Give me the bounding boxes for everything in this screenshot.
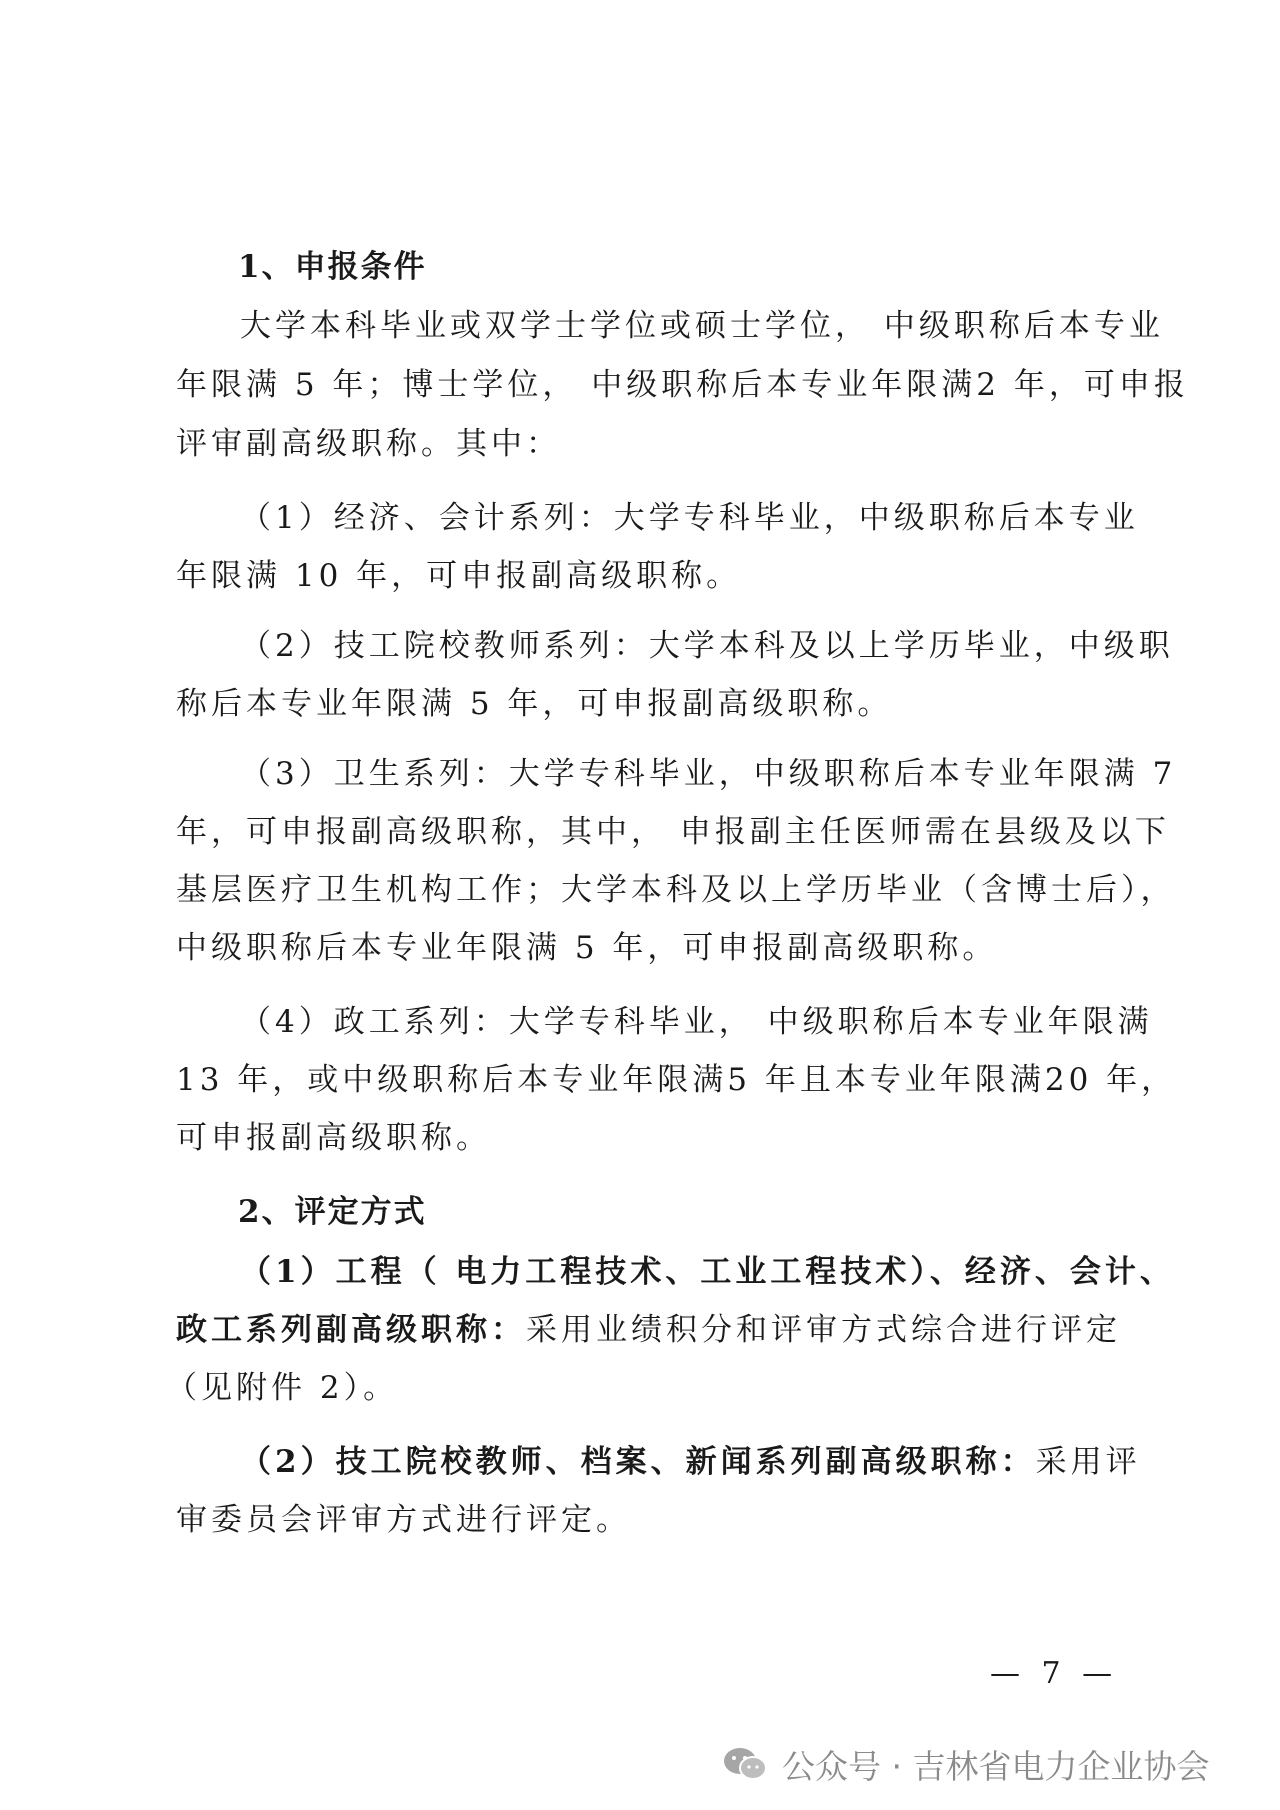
item3-line4: 中级职称后本专业年限满 5 年，可申报副高级职称。 — [176, 930, 998, 966]
method1-line2-bold: 政工系列副高级职称： — [176, 1312, 526, 1348]
item3-line1: （3）卫生系列：大学专科毕业，中级职称后本专业年限满 7 — [240, 756, 1177, 792]
method1-line3: （见附件 2）。 — [166, 1370, 399, 1406]
item4-line2: 13 年，或中级职称后本专业年限满5 年且本专业年限满20 年， — [176, 1062, 1177, 1098]
section1-intro-line2: 年限满 5 年；博士学位， 中级职称后本专业年限满2 年，可申报 — [176, 367, 1189, 403]
section1-intro-line3: 评审副高级职称。其中： — [176, 426, 561, 462]
method2-line2: 审委员会评审方式进行评定。 — [176, 1502, 631, 1538]
method2-line1-rest: 采用评 — [1035, 1444, 1141, 1480]
section2-heading: 2、评定方式 — [238, 1194, 427, 1230]
method2-line1-bold: （2）技工院校教师、档案、新闻系列副高级职称： — [240, 1444, 1036, 1480]
item3-line2: 年，可申报副高级职称，其中， 申报副主任医师需在县级及以下 — [176, 814, 1170, 850]
section1-intro-line1: 大学本科毕业或双学士学位或硕士学位， 中级职称后本专业 — [240, 308, 1164, 344]
item4-line3: 可申报副高级职称。 — [176, 1120, 491, 1156]
item4-line1: （4）政工系列：大学专科毕业， 中级职称后本专业年限满 — [240, 1004, 1153, 1040]
wechat-watermark — [722, 1738, 1209, 1790]
method1-line2-rest: 采用业绩积分和评审方式综合进行评定 — [526, 1312, 1121, 1348]
watermark-text: 公众号 · 吉林省电力企业协会 — [782, 1746, 1210, 1786]
item1-line1: （1）经济、会计系列：大学专科毕业，中级职称后本专业 — [240, 500, 1139, 536]
method2-line1 — [240, 1442, 1141, 1482]
method1-line2 — [176, 1310, 1121, 1350]
item1-line2: 年限满 10 年，可申报副高级职称。 — [176, 558, 742, 594]
section1-heading: 1、申报条件 — [238, 249, 427, 285]
page-number: — 7 — — [990, 1656, 1119, 1691]
item2-line1: （2）技工院校教师系列：大学本科及以上学历毕业，中级职 — [240, 628, 1174, 664]
item3-line3: 基层医疗卫生机构工作；大学本科及以上学历毕业（含博士后）， — [176, 872, 1176, 908]
item2-line2: 称后本专业年限满 5 年，可申报副高级职称。 — [176, 686, 893, 722]
wechat-icon — [722, 1744, 768, 1784]
method1-line1: （1）工程（ 电力工程技术、工业工程技术）、经济、会计、 — [240, 1254, 1175, 1290]
